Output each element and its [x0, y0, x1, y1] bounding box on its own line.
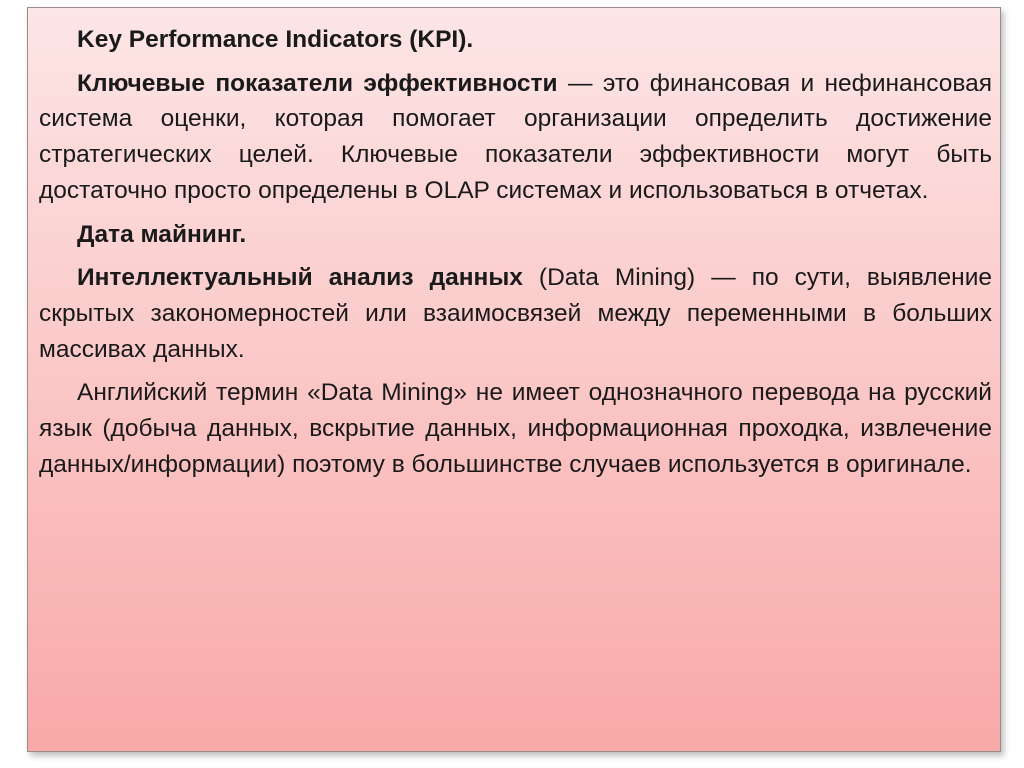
kpi-heading: Key Performance Indicators (KPI). [77, 26, 474, 53]
data-mining-term: Интеллектуальный анализ данных [77, 264, 523, 292]
slide-content [39, 22, 992, 490]
kpi-definition-paragraph [39, 66, 992, 209]
data-mining-translation-text: Английский термин «Data Mining» не имеет однозначного перевода на русский язык (добыча данных, вскрытие данных, информационная проходка, извлечение данных/информации) поэтому в большинстве случаев используется в оригинале. [39, 379, 992, 478]
slide-frame [27, 7, 1001, 752]
data-mining-definition-paragraph [39, 260, 992, 367]
kpi-definition-text: — это финансовая и нефинансовая система оценки, которая помогает организации определить достижение стратегических целей. Ключевые показатели эффективности могут быть достаточно просто определены в OLAP системах и использоваться в отчетах. [39, 69, 992, 204]
data-mining-heading: Дата майнинг. [77, 220, 247, 248]
data-mining-translation-paragraph [39, 375, 992, 482]
kpi-heading-paragraph [39, 22, 992, 58]
kpi-term: Ключевые показатели эффективности [77, 69, 558, 97]
data-mining-definition-text: (Data Mining) — по сути, выявление скрытых закономерностей или взаимосвязей между переменными в больших массивах данных. [39, 264, 993, 363]
data-mining-heading-paragraph [39, 217, 992, 253]
